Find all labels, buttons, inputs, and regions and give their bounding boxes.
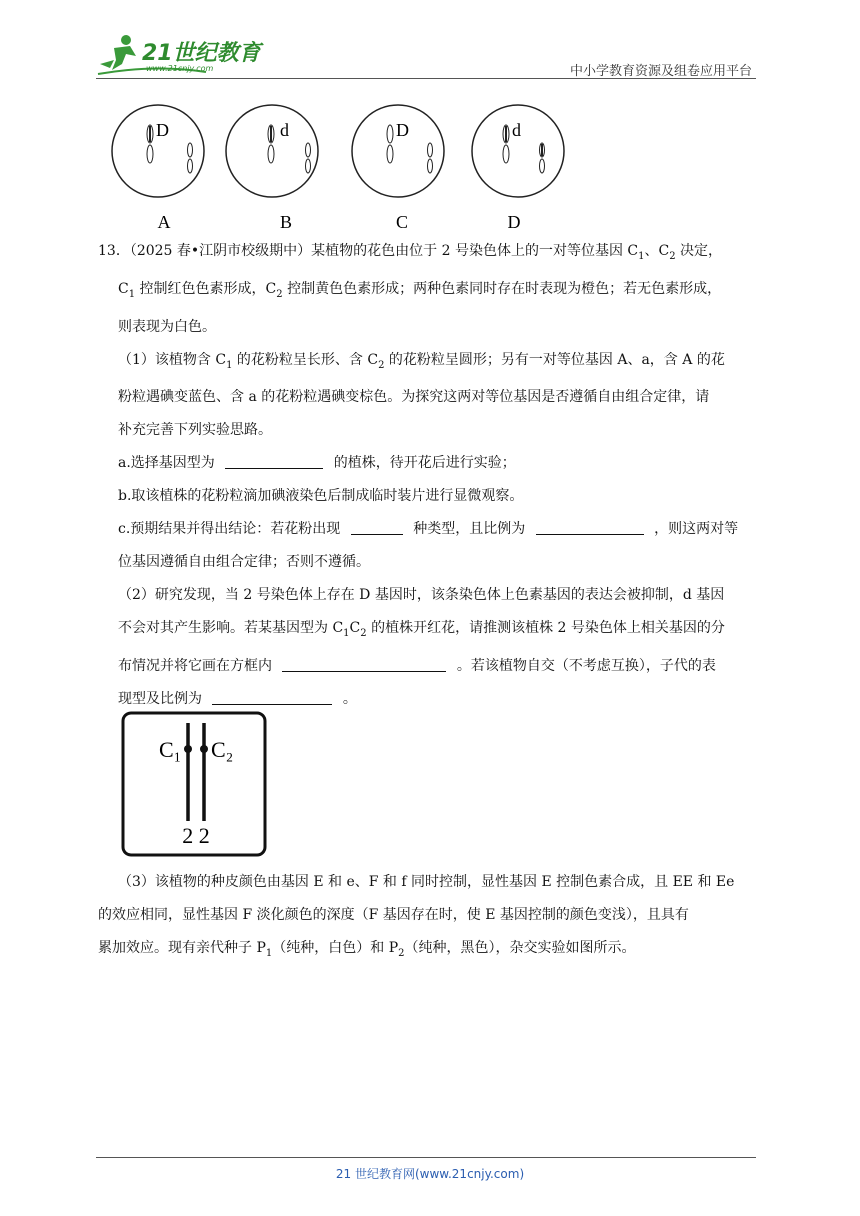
answer-blank-phenotype[interactable]	[212, 688, 332, 705]
part1-line1: （1）该植物含 $C_1$ 的花粉粒呈长形、含 $C_2$ 的花粉粒呈圆形；另有一对等位基因 A、a，含 A 的花	[118, 351, 725, 371]
part3	[98, 866, 758, 970]
cell-label: B	[279, 212, 293, 232]
chromosome-box-figure	[121, 711, 267, 857]
allele-label: D	[396, 120, 409, 140]
cell-label: D	[507, 212, 521, 232]
part2-line3: 布情况并将它画在方框内 。若该植物自交（不考虑互换），子代的表	[98, 650, 758, 683]
question-stem-line3: 则表现为白色。	[118, 318, 216, 335]
cell-b	[226, 105, 318, 232]
question-stem-line2: $C_1$ 控制红色色素形成，$C_2$ 控制黄色色素形成；两种色素同时存在时表现为橙色；若无色素形成，	[118, 280, 722, 300]
cell-label: C	[395, 212, 409, 232]
label-c1: C₁	[159, 737, 182, 762]
answer-blank-ratio[interactable]	[536, 518, 644, 535]
part3-line1: （3）该植物的种皮颜色由基因 E 和 e、F 和 f 同时控制，显性基因 E 控制色素合成，且 EE 和 Ee	[118, 874, 735, 890]
header-right-text: 中小学教育资源及组卷应用平台	[569, 64, 752, 79]
question-number: 13．	[98, 243, 130, 259]
chromosome-number-label: 2 2	[182, 823, 210, 848]
part2-line4: 现型及比例为 。	[98, 683, 758, 716]
answer-blank-genotype[interactable]	[225, 452, 323, 469]
allele-label: D	[156, 120, 169, 140]
answer-blank-types[interactable]	[351, 518, 403, 535]
cell-a	[112, 105, 204, 232]
footer-divider	[96, 1157, 756, 1158]
part3-line3: 累加效应。现有亲代种子 $P_1$（纯种，白色）和 $P_2$（纯种，黑色），杂交实验如图所示。	[98, 940, 636, 959]
page-header	[96, 30, 756, 80]
part1-line2: 粉粒遇碘变蓝色、含 a 的花粉粒遇碘变棕色。为探究这两对等位基因是否遵循自由组合定律，请	[118, 389, 710, 406]
cell-label: A	[157, 212, 171, 232]
cell-figures	[110, 104, 590, 232]
logo-text: 21世纪教育	[142, 41, 261, 66]
logo-url: www.21cnjy.com	[146, 64, 214, 73]
step-c-cont: 位基因遵循自由组合定律；否则不遵循。	[118, 554, 370, 571]
chromosome-long	[147, 125, 153, 163]
cell-d	[472, 105, 564, 232]
header-divider	[96, 78, 756, 79]
chromosome-short	[188, 143, 193, 173]
step-a: a.选择基因型为 的植株，待开花后进行实验；	[98, 447, 758, 480]
part2-line2: 不会对其产生影响。若某基因型为 $C_1C_2$ 的植株开红花，请推测该植株 2 号染色体上相关基因的分	[118, 620, 725, 640]
question-13	[98, 235, 758, 716]
cell-c	[352, 105, 444, 232]
part3-line2: 的效应相同，显性基因 F 淡化颜色的深度（F 基因存在时，使 E 基因控制的颜色变浅），且具有	[98, 907, 689, 923]
part2-line1: （2）研究发现，当 2 号染色体上存在 D 基因时，该条染色体上色素基因的表达会被抑制，d 基因	[118, 587, 725, 604]
part1-line3: 补充完善下列实验思路。	[118, 422, 272, 439]
question-stem-line1: 13．（2025 春•江阴市校级期中）某植物的花色由位于 2 号染色体上的一对等位基因 $C_1$、$C_2$ 决定，	[98, 243, 723, 262]
allele-label: d	[280, 120, 289, 140]
question-source: （2025 春•江阴市校级期中）	[129, 243, 312, 259]
answer-blank-distribution[interactable]	[282, 655, 446, 672]
footer-text[interactable]: 21 世纪教育网(www.21cnjy.com)	[335, 1167, 525, 1181]
step-c: c.预期结果并得出结论：若花粉出现 种类型，且比例为 ，则这两对等	[98, 513, 758, 546]
label-c2: C₂	[211, 737, 234, 762]
step-b: b.取该植株的花粉粒滴加碘液染色后制成临时装片进行显微观察。	[118, 488, 524, 505]
allele-label: d	[512, 120, 521, 140]
